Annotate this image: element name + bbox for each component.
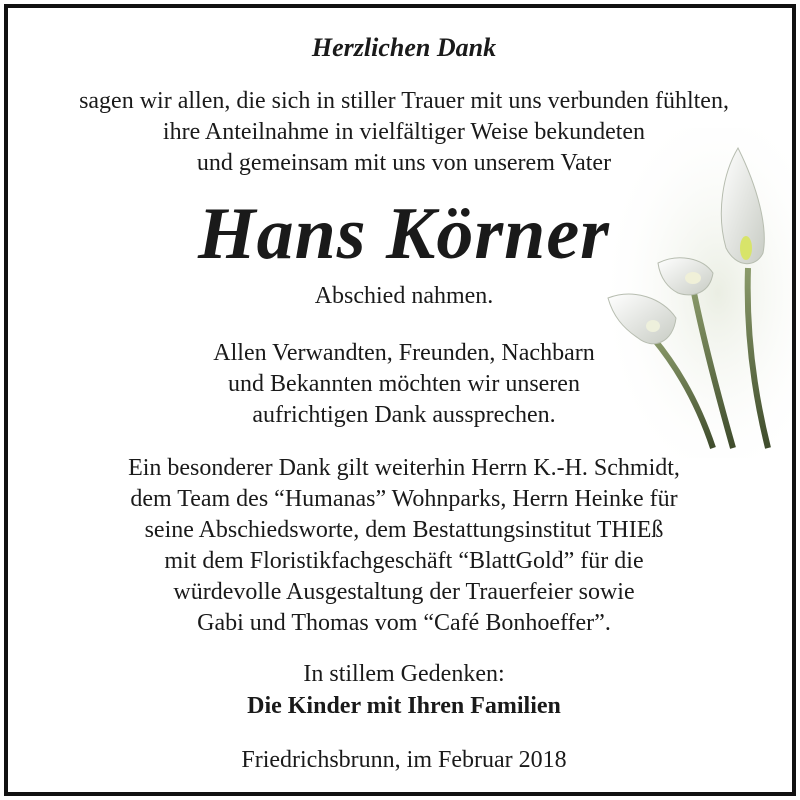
special-thanks-line-2: dem Team des “Humanas” Wohnparks, Herrn Heinke für	[130, 486, 678, 512]
thanks-relatives-line-2: und Bekannten möchten wir unseren	[228, 371, 580, 397]
intro-line-2: ihre Anteilnahme in vielfältiger Weise bekundeten	[162, 119, 646, 145]
special-thanks-line-1: Ein besonderer Dank gilt weiterhin Herrn K.-H. Schmidt,	[128, 455, 680, 481]
deceased-name: Hans Körner	[198, 193, 610, 275]
special-thanks-line-4: mit dem Floristikfachgeschäft “BlattGold” für die	[164, 548, 644, 574]
memorial-text: In stillem Gedenken:	[303, 661, 505, 687]
obituary-card	[4, 4, 796, 796]
thanks-relatives-line-3: aufrichtigen Dank aussprechen.	[252, 402, 556, 428]
farewell-text: Abschied nahmen.	[314, 283, 494, 309]
place-date: Friedrichsbrunn, im Februar 2018	[241, 747, 567, 773]
intro-line-3: und gemeinsam mit uns von unserem Vater	[196, 150, 612, 176]
special-thanks-line-3: seine Abschiedsworte, dem Bestattungsinstitut THIEß	[144, 517, 664, 543]
thanks-relatives-line-1: Allen Verwandten, Freunden, Nachbarn	[213, 340, 595, 366]
special-thanks-line-6: Gabi und Thomas vom “Café Bonhoeffer”.	[197, 610, 611, 636]
heading: Herzlichen Dank	[311, 33, 497, 62]
signed-by: Die Kinder mit Ihren Familien	[247, 693, 561, 719]
intro-line-1: sagen wir allen, die sich in stiller Trauer mit uns verbunden fühlten,	[79, 88, 729, 114]
special-thanks-line-5: würdevolle Ausgestaltung der Trauerfeier sowie	[173, 579, 635, 605]
